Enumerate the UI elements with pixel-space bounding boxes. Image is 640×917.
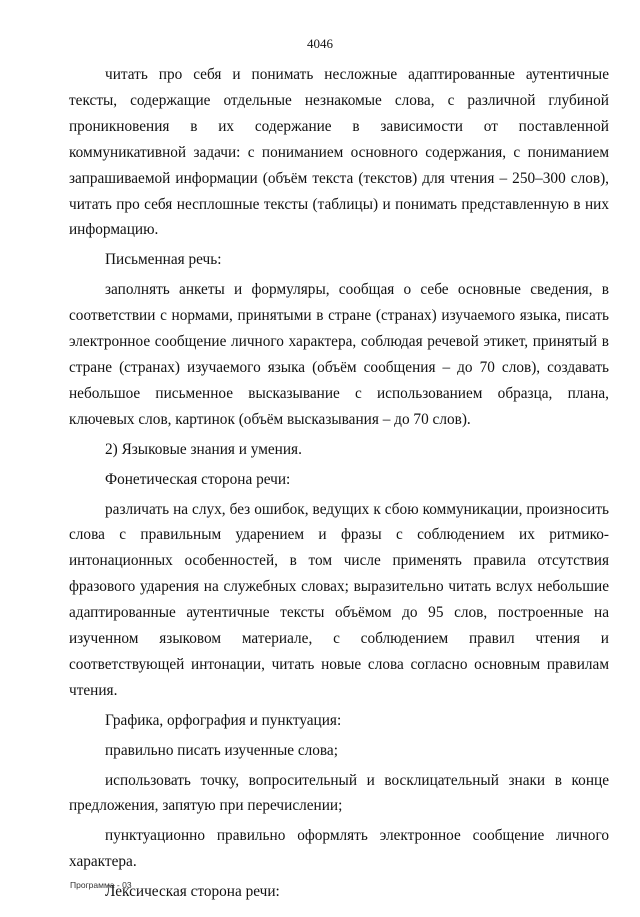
paragraph-spelling: правильно писать изученные слова; xyxy=(105,741,338,759)
paragraph-punctuation-message: пунктуационно правильно оформлять электронное сообщение личного характера. xyxy=(69,827,609,871)
document-body xyxy=(69,62,609,905)
footer-label: Программа - 03 xyxy=(70,880,132,890)
heading-lexical: Лексическая сторона речи: xyxy=(105,883,280,901)
heading-graphics-orthography: Графика, орфография и пунктуация: xyxy=(105,711,342,729)
paragraph-reading: читать про себя и понимать несложные адаптированные аутентичные тексты, содержащие отдельные незнакомые слова, с различной глубиной проникновения в их содержание в зависимости от поставленной коммуникативной задачи: с пониманием основного содержания, с пониманием запрашиваемой информации (объём текста (текстов) для чтения – 250–300 слов), читать про себя несплошные тексты (таблицы) и понимать представленную в них информацию. xyxy=(69,66,609,239)
heading-language-skills: 2) Языковые знания и умения. xyxy=(105,440,302,458)
heading-written-speech: Письменная речь: xyxy=(105,251,222,269)
heading-phonetics: Фонетическая сторона речи: xyxy=(105,470,291,488)
paragraph-phonetics: различать на слух, без ошибок, ведущих к сбою коммуникации, произносить слова с правильным ударением и фразы с соблюдением их ритмико-интонационных особенностей, в том числе применять правила отсутствия фразового ударения на служебных словах; выразительно читать вслух небольшие адаптированные аутентичные тексты объёмом до 95 слов, построенные на изученном языковом материале, с соблюдением правил чтения и соответствующей интонации, читать новые слова согласно основным правилам чтения. xyxy=(69,500,609,699)
paragraph-written-speech: заполнять анкеты и формуляры, сообщая о себе основные сведения, в соответствии с нормами, принятыми в стране (странах) изучаемого языка, писать электронное сообщение личного характера, соблюдая речевой этикет, принятый в стране (странах) изучаемого языка (объём сообщения – до 70 слов), создавать небольшое письменное высказывание с использованием образца, плана, ключевых слов, картинок (объём высказывания – до 70 слов). xyxy=(69,281,609,428)
page-number: 4046 xyxy=(307,36,333,51)
paragraph-punctuation-marks: использовать точку, вопросительный и восклицательный знаки в конце предложения, запятую при перечислении; xyxy=(69,771,609,815)
